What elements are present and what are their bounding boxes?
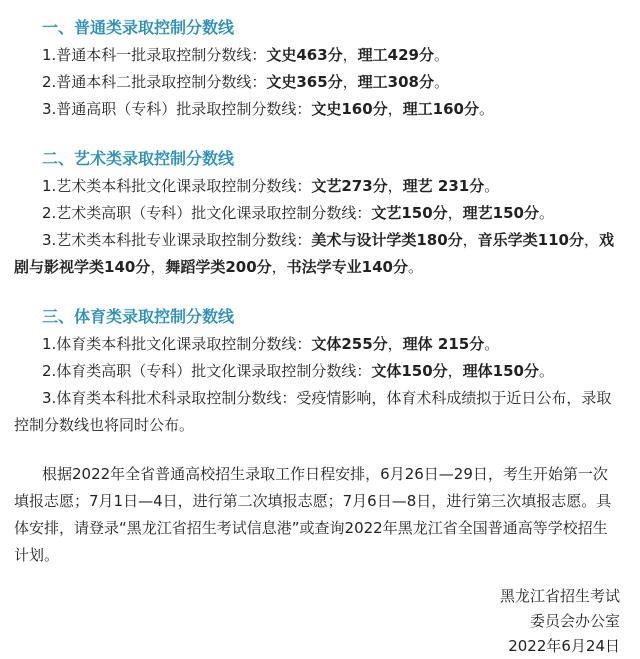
section-title-sports: 三、体育类录取控制分数线 [42,307,235,326]
separator: ， [447,204,463,222]
score-value: 理艺150分 [462,204,539,222]
score-value: 文史160分 [311,100,388,118]
section-general [14,14,622,123]
separator: ， [387,335,403,353]
score-value: 美术与设计学类180分 [311,231,463,249]
item-label: 2.普通本科二批录取控制分数线： [42,73,267,91]
score-value: 舞蹈学类200分 [165,258,272,276]
period: 。 [538,362,554,380]
score-value: 戏剧与影视学类140分 [14,231,614,276]
score-value: 文史463分 [266,46,343,64]
item-label: 3.普通高职（专科）批录取控制分数线： [42,100,312,118]
period: 。 [538,204,554,222]
issue-date: 2022年6月24日 [508,637,620,655]
list-item [14,42,622,69]
separator: ， [447,362,463,380]
score-value: 文史365分 [266,73,343,91]
section-title-general: 一、普通类录取控制分数线 [42,18,235,37]
period: 。 [484,335,500,353]
separator: ， [342,46,358,64]
separator: ， [583,231,599,249]
separator: ， [462,231,478,249]
score-value: 理体150分 [462,362,539,380]
item-label: 1.艺术类本科批文化课录取控制分数线： [42,177,312,195]
list-item [14,331,622,358]
list-item: 3.体育类本科批术科录取控制分数线：受疫情影响，体育术科成绩拟于近日公布，录取控制分数线也将同时公布。 [14,389,612,434]
list-item [14,173,622,200]
separator: ， [387,177,403,195]
score-value: 文体150分 [371,362,448,380]
item-label: 1.普通本科一批录取控制分数线： [42,46,267,64]
section-sports [14,303,622,439]
issuer-line-1: 黑龙江省招生考试 [499,587,620,605]
separator: ， [271,258,287,276]
item-label: 2.体育类高职（专科）批文化课录取控制分数线： [42,362,372,380]
section-title-art: 二、艺术类录取控制分数线 [42,149,235,168]
issuer-line-2: 委员会办公室 [529,612,620,630]
schedule-paragraph: 根据2022年全省普通高校招生录取工作日程安排，6月26日—29日，考生开始第一次填报志愿；7月1日—4日，进行第二次填报志愿；7月6日—8日，进行第三次填报志愿。具体安排，请登录“黑龙江省招生考试信息港”或查询2022年黑龙江省全国普通高等学校招生计划。 [14,465,612,564]
list-item [14,227,622,281]
score-value: 文艺150分 [371,204,448,222]
separator: ， [342,73,358,91]
period: 。 [484,177,500,195]
list-item [14,358,622,385]
separator: ， [150,258,166,276]
list-item [14,96,622,123]
item-label: 3.艺术类本科批专业课录取控制分数线： [42,231,312,249]
score-value: 理工160分 [402,100,479,118]
period: 。 [478,100,494,118]
score-value: 书法学专业140分 [286,258,408,276]
section-art [14,145,622,281]
list-item [14,69,622,96]
item-label: 2.艺术类高职（专科）批文化课录取控制分数线： [42,204,372,222]
period: 。 [407,258,423,276]
score-value: 理工308分 [357,73,434,91]
score-value: 文艺273分 [311,177,388,195]
item-label: 1.体育类本科批文化课录取控制分数线： [42,335,312,353]
signature-block [500,584,620,659]
score-value: 理艺 231分 [402,177,485,195]
score-value: 理体 215分 [402,335,485,353]
list-item [14,200,622,227]
period: 。 [433,46,449,64]
separator: ， [387,100,403,118]
score-value: 音乐学类110分 [477,231,584,249]
score-value: 理工429分 [357,46,434,64]
period: 。 [433,73,449,91]
score-value: 文体255分 [311,335,388,353]
